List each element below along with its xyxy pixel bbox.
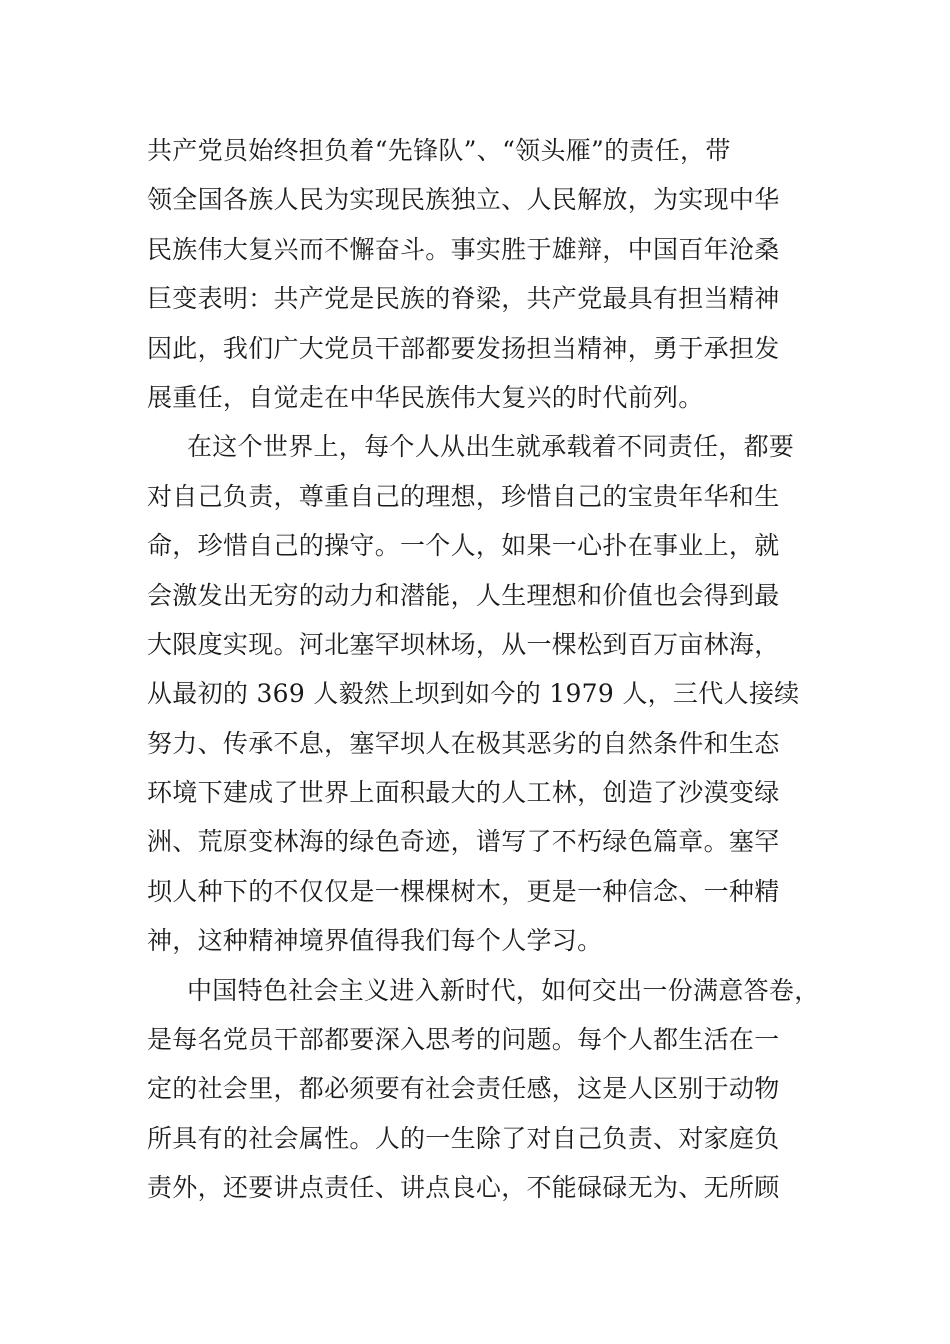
text-line: 共产党员始终担负着“先锋队”、“领头雁”的责任，带 — [147, 136, 731, 165]
text-line: 大限度实现。河北塞罕坝林场，从一棵松到百万亩林海， — [147, 629, 780, 659]
text-line: 努力、传承不息，塞罕坝人在极其恶劣的自然条件和生态 — [147, 728, 780, 758]
text-line: 环境下建成了世界上面积最大的人工林，创造了沙漠变绿 — [147, 778, 780, 808]
paragraph-2 — [147, 422, 837, 965]
text-line: 定的社会里，都必须要有社会责任感，这是人区别于动物 — [147, 1074, 780, 1104]
text-line: 会激发出无穷的动力和潜能，人生理想和价值也会得到最 — [147, 580, 780, 610]
text-line: 巨变表明：共产党是民族的脊梁，共产党最具有担当精神 — [147, 284, 780, 314]
text-line: 在这个世界上，每个人从出生就承载着不同责任，都要 — [187, 432, 795, 462]
text-line: 所具有的社会属性。人的一生除了对自己负责、对家庭负 — [147, 1123, 780, 1153]
text-line: 命，珍惜自己的操守。一个人，如果一心扑在事业上，就 — [147, 531, 780, 561]
text-line: 从最初的 369 人毅然上坝到如今的 1979 人，三代人接续 — [147, 679, 800, 709]
paragraph-1 — [147, 126, 837, 422]
text-line: 是每名党员干部都要深入思考的问题。每个人都生活在一 — [147, 1025, 780, 1055]
paragraph-3 — [147, 966, 837, 1213]
text-line: 领全国各族人民为实现民族独立、人民解放，为实现中华 — [147, 185, 780, 215]
text-line: 对自己负责，尊重自己的理想，珍惜自己的宝贵年华和生 — [147, 481, 780, 511]
body-text — [147, 126, 837, 1213]
text-line: 中国特色社会主义进入新时代，如何交出一份满意答卷， — [187, 975, 820, 1005]
text-line: 责外，还要讲点责任、讲点良心，不能碌碌无为、无所顾 — [147, 1173, 780, 1203]
text-line: 坝人种下的不仅仅是一棵棵树木，更是一种信念、一种精 — [147, 876, 780, 906]
text-line: 洲、荒原变林海的绿色奇迹，谱写了不朽绿色篇章。塞罕 — [147, 827, 780, 857]
text-line: 展重任，自觉走在中华民族伟大复兴的时代前列。 — [147, 382, 704, 412]
text-line: 民族伟大复兴而不懈奋斗。事实胜于雄辩，中国百年沧桑 — [147, 234, 780, 264]
text-line: 因此，我们广大党员干部都要发扬担当精神，勇于承担发 — [147, 333, 780, 363]
text-line: 神，这种精神境界值得我们每个人学习。 — [147, 926, 603, 956]
